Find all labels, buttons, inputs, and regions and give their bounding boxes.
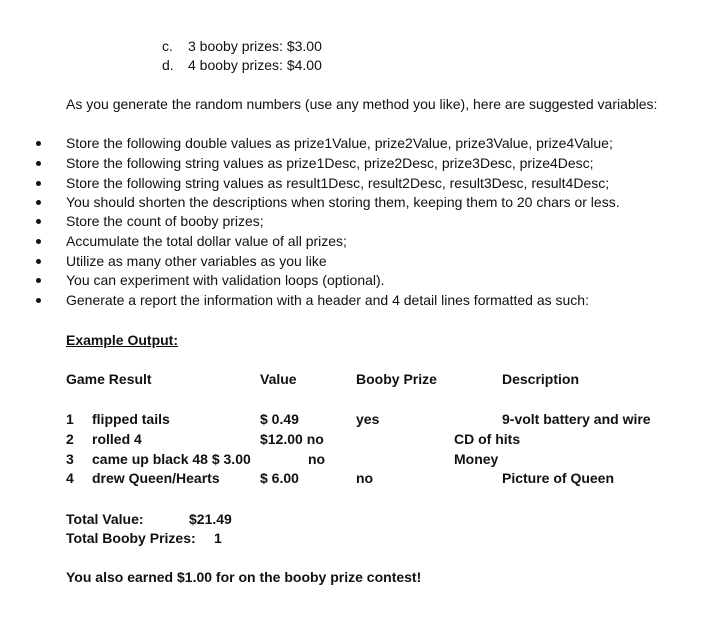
row-value: $12.00 no [260,431,324,447]
bullet-dot [36,200,41,205]
bullet-item: Store the following string values as prize1Desc, prize2Desc, prize3Desc, prize4Desc; [66,155,594,171]
row-description: Picture of Queen [502,470,615,486]
row-number: 4 [66,470,74,486]
row-booby-prize: yes [356,411,380,427]
header-value: Value [260,371,297,387]
row-booby-prize: no [356,470,374,486]
total-value-amount: $21.49 [189,511,232,527]
bullet-item: Store the following string values as result1Desc, result2Desc, result3Desc, result4Desc; [66,175,610,191]
header-game-result: Game Result [66,371,152,387]
total-booby-label: Total Booby Prizes: [66,530,196,546]
header-description: Description [502,371,580,387]
row-number: 1 [66,411,74,427]
total-booby-count: 1 [214,530,222,546]
list-marker-d: d. [162,57,174,73]
row-value: $ 6.00 [260,470,299,486]
row-description: Money [454,451,499,467]
bullet-dot [36,298,41,303]
example-output-heading: Example Output: [66,332,179,348]
list-item-d: 4 booby prizes: $4.00 [188,57,322,73]
bullet-dot [36,161,41,166]
bullet-item: Generate a report the information with a header and 4 detail lines formatted as such: [66,292,589,308]
row-description: 9-volt battery and wire [502,411,651,427]
bullet-dot [36,278,41,283]
bullet-item: Accumulate the total dollar value of all prizes; [66,233,347,249]
bullet-item: Store the count of booby prizes; [66,213,264,229]
row-description: CD of hits [454,431,521,447]
list-marker-c: c. [162,38,173,54]
bullet-item: Store the following double values as prize1Value, prize2Value, prize3Value, prize4Value; [66,135,613,151]
closing-line: You also earned $1.00 for on the booby prize contest! [66,569,422,585]
header-booby-prize: Booby Prize [356,371,437,387]
row-game-result: flipped tails [92,411,170,427]
bullet-dot [36,239,41,244]
row-number: 3 [66,451,74,467]
row-game-result: drew Queen/Hearts [92,470,220,486]
row-game-result: rolled 4 [92,431,142,447]
bullet-item: You can experiment with validation loops (optional). [66,272,385,288]
bullet-item: You should shorten the descriptions when storing them, keeping them to 20 chars or less. [66,194,620,210]
row-number: 2 [66,431,74,447]
bullet-dot [36,259,41,264]
row-booby-prize: no [308,451,326,467]
intro-paragraph: As you generate the random numbers (use any method you like), here are suggested variables: [66,96,658,112]
row-value: $ 0.49 [260,411,299,427]
list-item-c: 3 booby prizes: $3.00 [188,38,322,54]
bullet-item: Utilize as many other variables as you like [66,253,327,269]
bullet-dot [36,181,41,186]
bullet-dot [36,219,41,224]
total-value-label: Total Value: [66,511,144,527]
row-game-result: came up black 48 $ 3.00 [92,451,251,467]
bullet-dot [36,141,41,146]
